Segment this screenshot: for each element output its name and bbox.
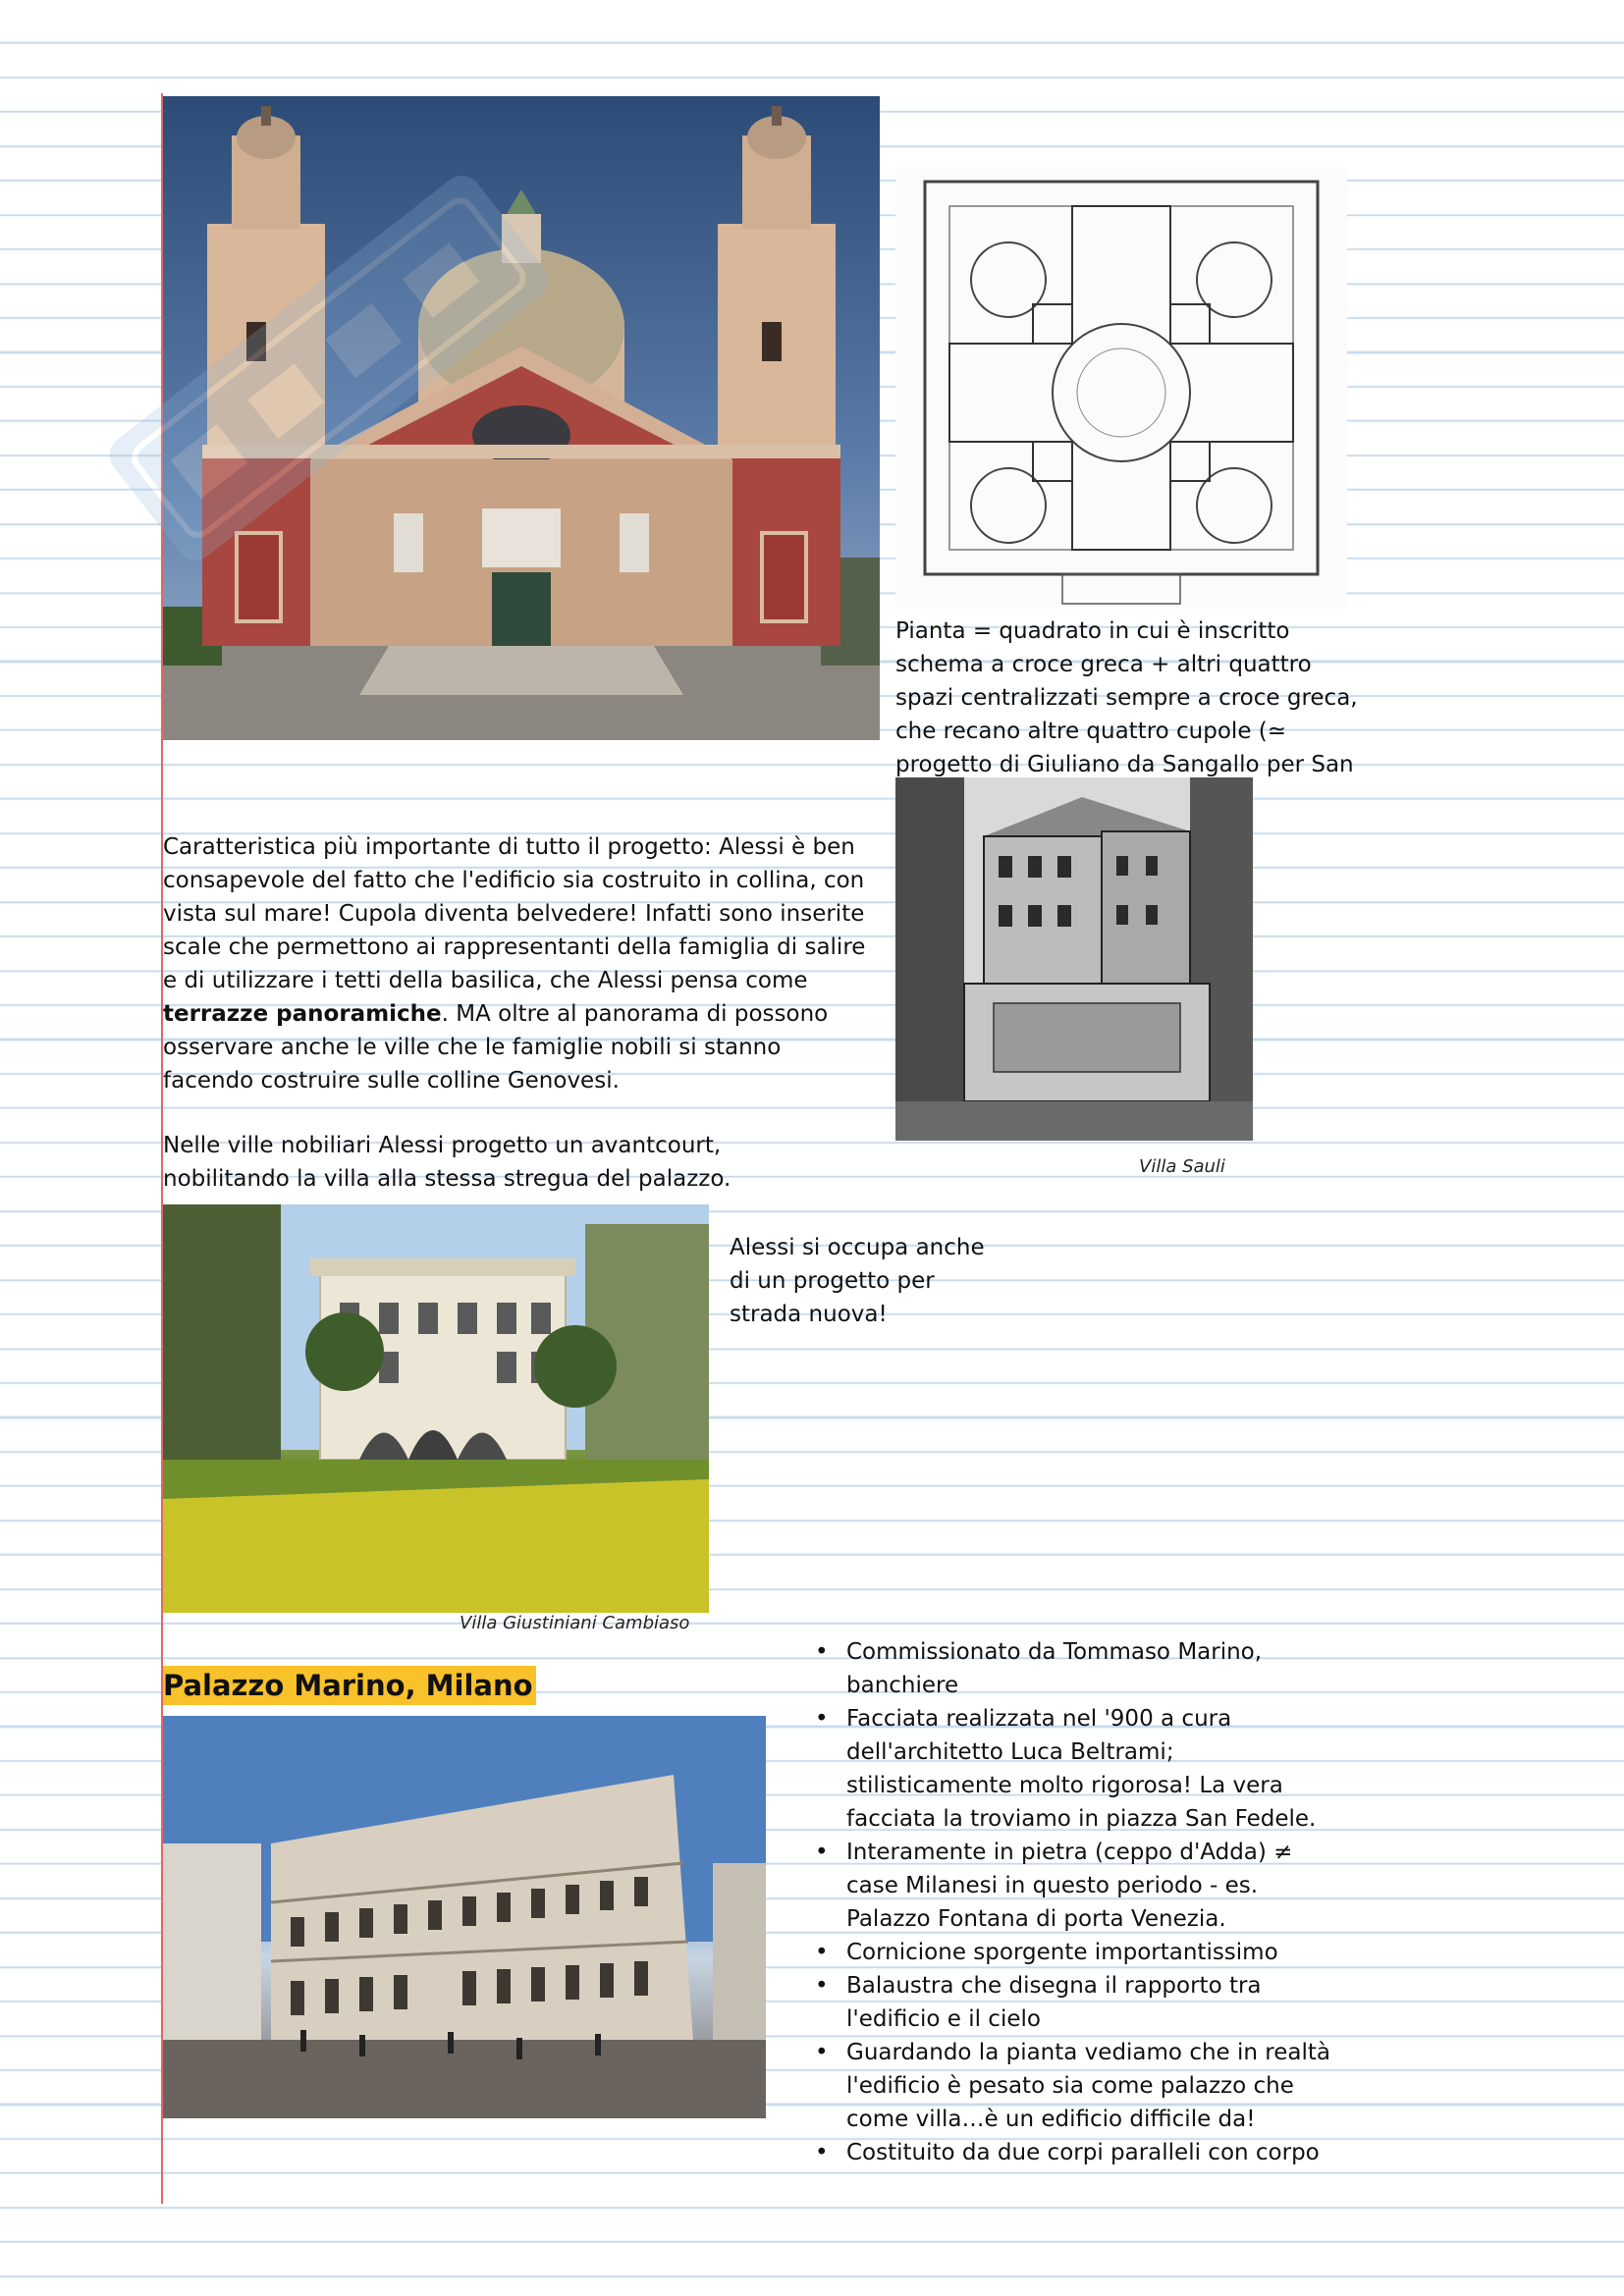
bullet-text: Guardando la pianta vediamo che in realtà l'edificio è pesato sia come palazzo che come villa…è un edificio difficile da! [846, 2040, 1330, 2132]
palazzo-marino-bullets [811, 1635, 1341, 2169]
bullet-dot: • [815, 1639, 829, 1665]
bullet-text: Interamente in pietra (ceppo d'Adda) ≠ case Milanesi in questo periodo - es. Palazzo Fontana di porta Venezia. [846, 1840, 1293, 1932]
main-paragraph-text: Caratteristica più importante di tutto il progetto: Alessi è ben consapevole del fatto che l'edificio sia costruito in collina, con vista sul mare! Cupola diventa belvedere! Infatti sono inserite scale che permettono ai rappresentanti della famiglia di salire e di utilizzare i tetti della basilica, che Alessi pensa come [163, 834, 866, 993]
bullet-item [811, 1969, 1341, 2036]
bullet-dot: • [815, 2040, 829, 2065]
bold-term-terrazze: terrazze panoramiche [163, 1001, 442, 1027]
bullet-item [811, 1836, 1341, 1936]
bullet-text: Balaustra che disegna il rapporto tra l'edificio e il cielo [846, 1973, 1262, 2032]
main-paragraph-text-end: . MA oltre al panorama di possono osservare anche le ville che le famiglie nobili si stanno facendo costruire sulle colline Genovesi. [163, 1001, 829, 1094]
palazzo-marino-photo [163, 1716, 766, 2118]
bullet-text: Costituito da due corpi paralleli con corpo [846, 2140, 1320, 2165]
church-plan-drawing [895, 167, 1347, 609]
bullet-item [811, 1702, 1341, 1836]
ville-paragraph: Nelle ville nobiliari Alessi progetto un avantcourt, nobilitando la villa alla stessa stregua del palazzo. [163, 1133, 731, 1192]
bullet-text: Cornicione sporgente importantissimo [846, 1940, 1278, 1965]
bullet-text: Commissionato da Tommaso Marino, banchiere [846, 1639, 1263, 1698]
bullet-item [811, 2036, 1341, 2136]
plan-caption: Pianta = quadrato in cui è inscritto schema a croce greca + altri quattro spazi centralizzati sempre a croce greca, che recano altre quattro cupole (≃ progetto di Giuliano da Sangallo per San [895, 618, 1358, 777]
bullet-item [811, 1936, 1341, 1969]
bullet-dot: • [815, 1706, 829, 1732]
bullet-dot: • [815, 1973, 829, 1999]
bullet-dot: • [815, 2140, 829, 2165]
church-photo [163, 96, 880, 740]
villa-sauli-caption: Villa Sauli [1139, 1156, 1225, 1177]
bullet-item [811, 1635, 1341, 1702]
strada-nuova-text: Alessi si occupa anche di un progetto per strada nuova! [730, 1235, 985, 1327]
bullet-text: Facciata realizzata nel '900 a cura dell'architetto Luca Beltrami; stilisticamente molto rigorosa! La vera facciata la troviamo in piazza San Fedele. [846, 1706, 1317, 1832]
section-heading: Palazzo Marino, Milano [163, 1666, 536, 1705]
villa-cambiaso-caption: Villa Giustiniani Cambiaso [460, 1613, 690, 1633]
bullet-dot: • [815, 1940, 829, 1965]
villa-sauli-engraving [895, 777, 1253, 1141]
villa-cambiaso-photo [163, 1204, 709, 1613]
main-paragraph [163, 830, 870, 1097]
bullet-item [811, 2136, 1341, 2169]
bullet-dot: • [815, 1840, 829, 1865]
